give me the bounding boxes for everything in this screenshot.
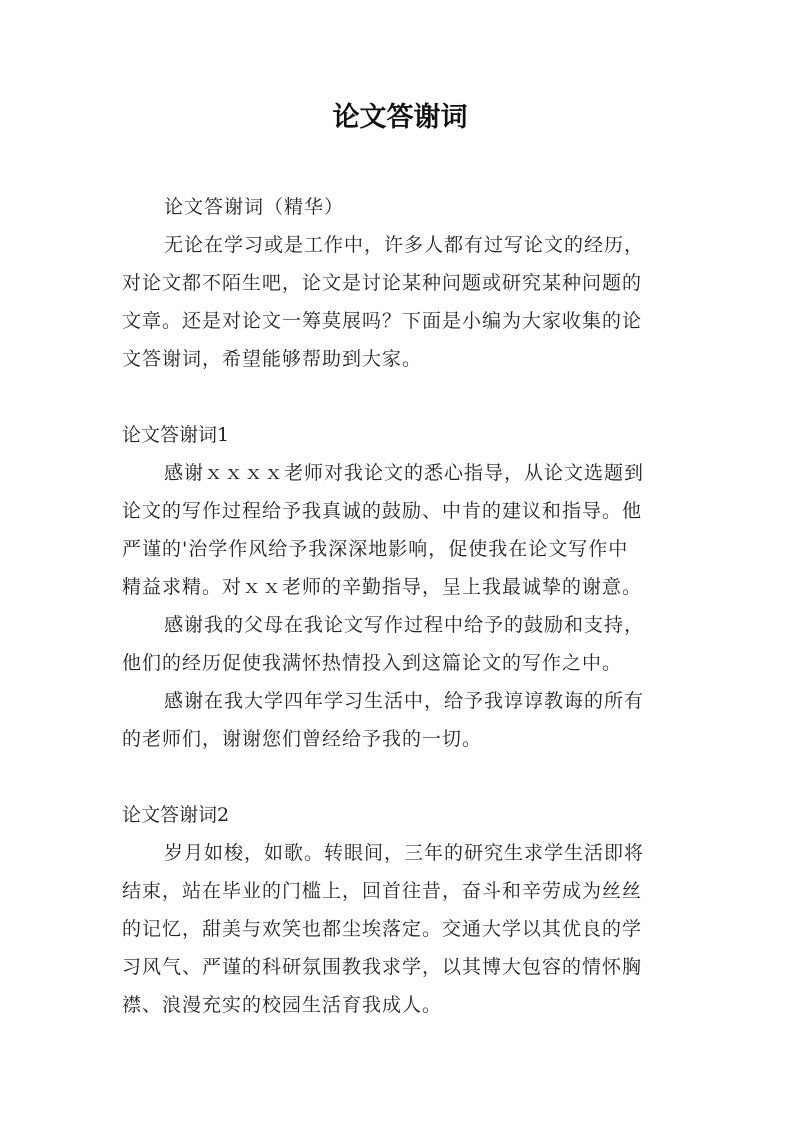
section-heading-2: 论文答谢词2 [122, 804, 230, 826]
paragraph-line: 精益求精。对ｘｘ老师的辛勤指导，呈上我最诚挚的谢意。 [122, 576, 643, 598]
paragraph-line: 严谨的'治学作风给予我深深地影响，促使我在论文写作中 [122, 538, 629, 560]
paragraph-line: 文答谢词，希望能够帮助到大家。 [122, 348, 423, 370]
paragraph-line: 感谢我的父母在我论文写作过程中给予的鼓励和支持， [164, 614, 645, 636]
document-subtitle: 论文答谢词（精华） [164, 196, 345, 218]
intro-paragraph [122, 226, 688, 378]
paragraph-line: 文章。还是对论文一筹莫展吗？下面是小编为大家收集的论 [122, 310, 643, 332]
document-body [122, 188, 688, 1024]
paragraph-line: 感谢在我大学四年学习生活中，给予我谆谆教诲的所有 [164, 690, 645, 712]
paragraph-line: 对论文都不陌生吧，论文是讨论某种问题或研究某种问题的 [122, 272, 643, 294]
section-1-paragraph-2 [122, 606, 688, 682]
paragraph-line: 襟、浪漫充实的校园生活育我成人。 [122, 994, 443, 1016]
paragraph-line: 结束，站在毕业的门槛上，回首往昔，奋斗和辛劳成为丝丝 [122, 880, 643, 902]
paragraph-line: 无论在学习或是工作中，许多人都有过写论文的经历， [164, 234, 645, 256]
paragraph-line: 他们的经历促使我满怀热情投入到这篇论文的写作之中。 [122, 652, 623, 674]
section-1-paragraph-3 [122, 682, 688, 758]
section-1-paragraph-1 [122, 454, 688, 606]
paragraph-line: 感谢ｘｘｘｘ老师对我论文的悉心指导，从论文选题到 [164, 462, 645, 484]
section-spacer [122, 378, 688, 416]
section-heading-1: 论文答谢词1 [122, 424, 230, 446]
section-spacer [122, 758, 688, 796]
section-2-paragraph-1 [122, 834, 688, 1024]
paragraph-line: 岁月如梭，如歌。转眼间，三年的研究生求学生活即将 [164, 842, 645, 864]
paragraph-line: 的老师们，谢谢您们曾经给予我的一切。 [122, 728, 483, 750]
document-title: 论文答谢词 [332, 102, 468, 133]
paragraph-line: 论文的写作过程给予我真诚的鼓励、中肯的建议和指导。他 [122, 500, 643, 522]
paragraph-line: 习风气、严谨的科研氛围教我求学，以其博大包容的情怀胸 [122, 956, 643, 978]
paragraph-line: 的记忆，甜美与欢笑也都尘埃落定。交通大学以其优良的学 [122, 918, 643, 940]
